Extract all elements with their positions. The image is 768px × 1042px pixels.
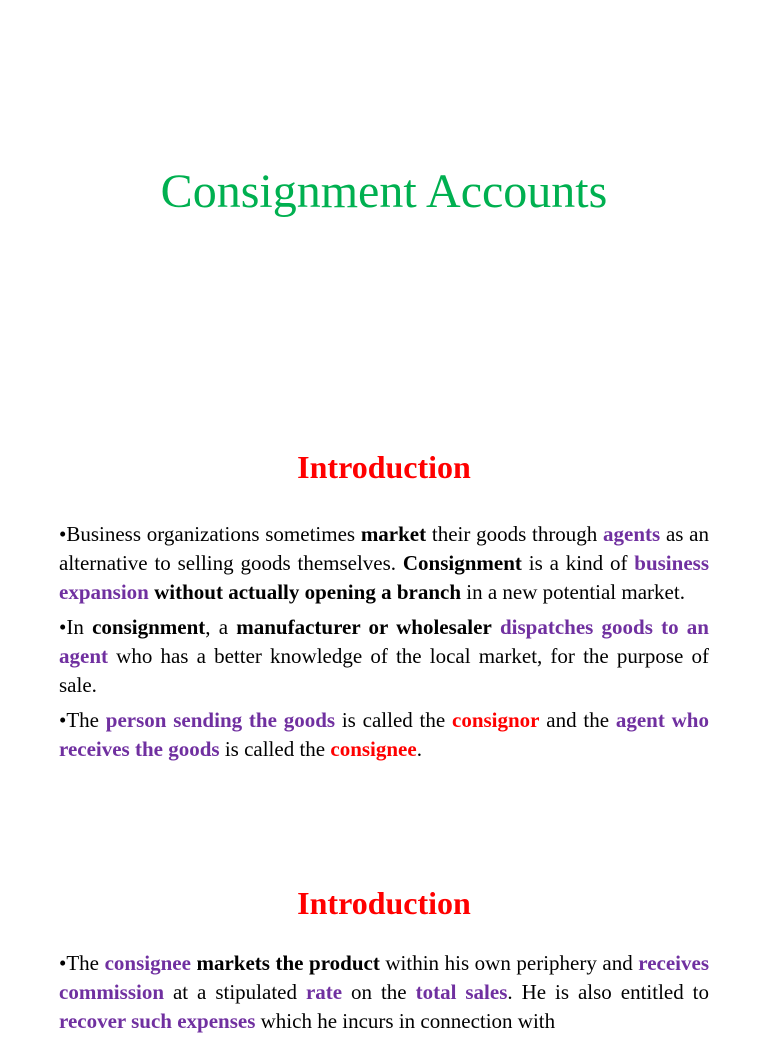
bullet-list	[59, 949, 709, 1042]
text: within his own periphery and	[379, 951, 639, 975]
bullet-item	[59, 520, 709, 607]
document-title: Consignment Accounts	[160, 165, 608, 218]
text: •In	[59, 615, 93, 639]
bullet-item	[59, 613, 709, 700]
text: as an alternative to selling goods themselves.	[59, 522, 709, 575]
term-total-sales: total sales	[415, 980, 508, 1004]
term-person-sending: person sending the goods	[105, 708, 336, 732]
term-consignor: consignor	[452, 708, 540, 732]
text: , a	[205, 615, 237, 639]
text: their goods through	[426, 522, 604, 546]
text: .	[416, 737, 422, 761]
term-dispatches-goods: dispatches goods to an agent	[59, 615, 709, 668]
text: •The	[59, 708, 106, 732]
term-without-branch: without actually opening a branch	[154, 580, 462, 604]
text	[492, 615, 500, 639]
term-agents: agents	[603, 522, 661, 546]
text: is called the	[219, 737, 331, 761]
section-heading-introduction: Introduction	[297, 885, 471, 921]
text: at a stipulated	[164, 980, 306, 1004]
term-receives-commission: receives commission	[59, 951, 710, 1004]
bullet-item	[59, 949, 709, 1036]
term-business-expansion: business expansion	[59, 551, 709, 604]
text: who has a better knowledge of the local market, for the purpose of sale.	[59, 644, 709, 697]
text: is a kind of	[521, 551, 635, 575]
text: •Business organizations sometimes	[59, 522, 361, 546]
text: and the	[539, 708, 616, 732]
term-consignment: Consignment	[402, 551, 522, 575]
term-consignee: consignee	[104, 951, 191, 975]
term-recover-expenses: recover such expenses	[59, 1009, 256, 1033]
text: is called the	[335, 708, 452, 732]
section-heading-introduction: Introduction	[297, 449, 471, 485]
bullet-item	[59, 706, 709, 764]
term-manufacturer: manufacturer or wholesaler	[236, 615, 492, 639]
text: . He is also entitled to	[507, 980, 710, 1004]
term-rate: rate	[305, 980, 343, 1004]
text: •The	[59, 951, 105, 975]
text: on the	[342, 980, 416, 1004]
term-consignee: consignee	[330, 737, 417, 761]
bullet-list	[59, 520, 709, 770]
term-agent-receives: agent who receives the goods	[59, 708, 709, 761]
text: which he incurs in connection with	[255, 1009, 556, 1033]
term-market: market	[360, 522, 427, 546]
term-consignment: consignment	[92, 615, 206, 639]
term-markets-product: markets the product	[196, 951, 380, 975]
text: in a new potential market.	[461, 580, 685, 604]
